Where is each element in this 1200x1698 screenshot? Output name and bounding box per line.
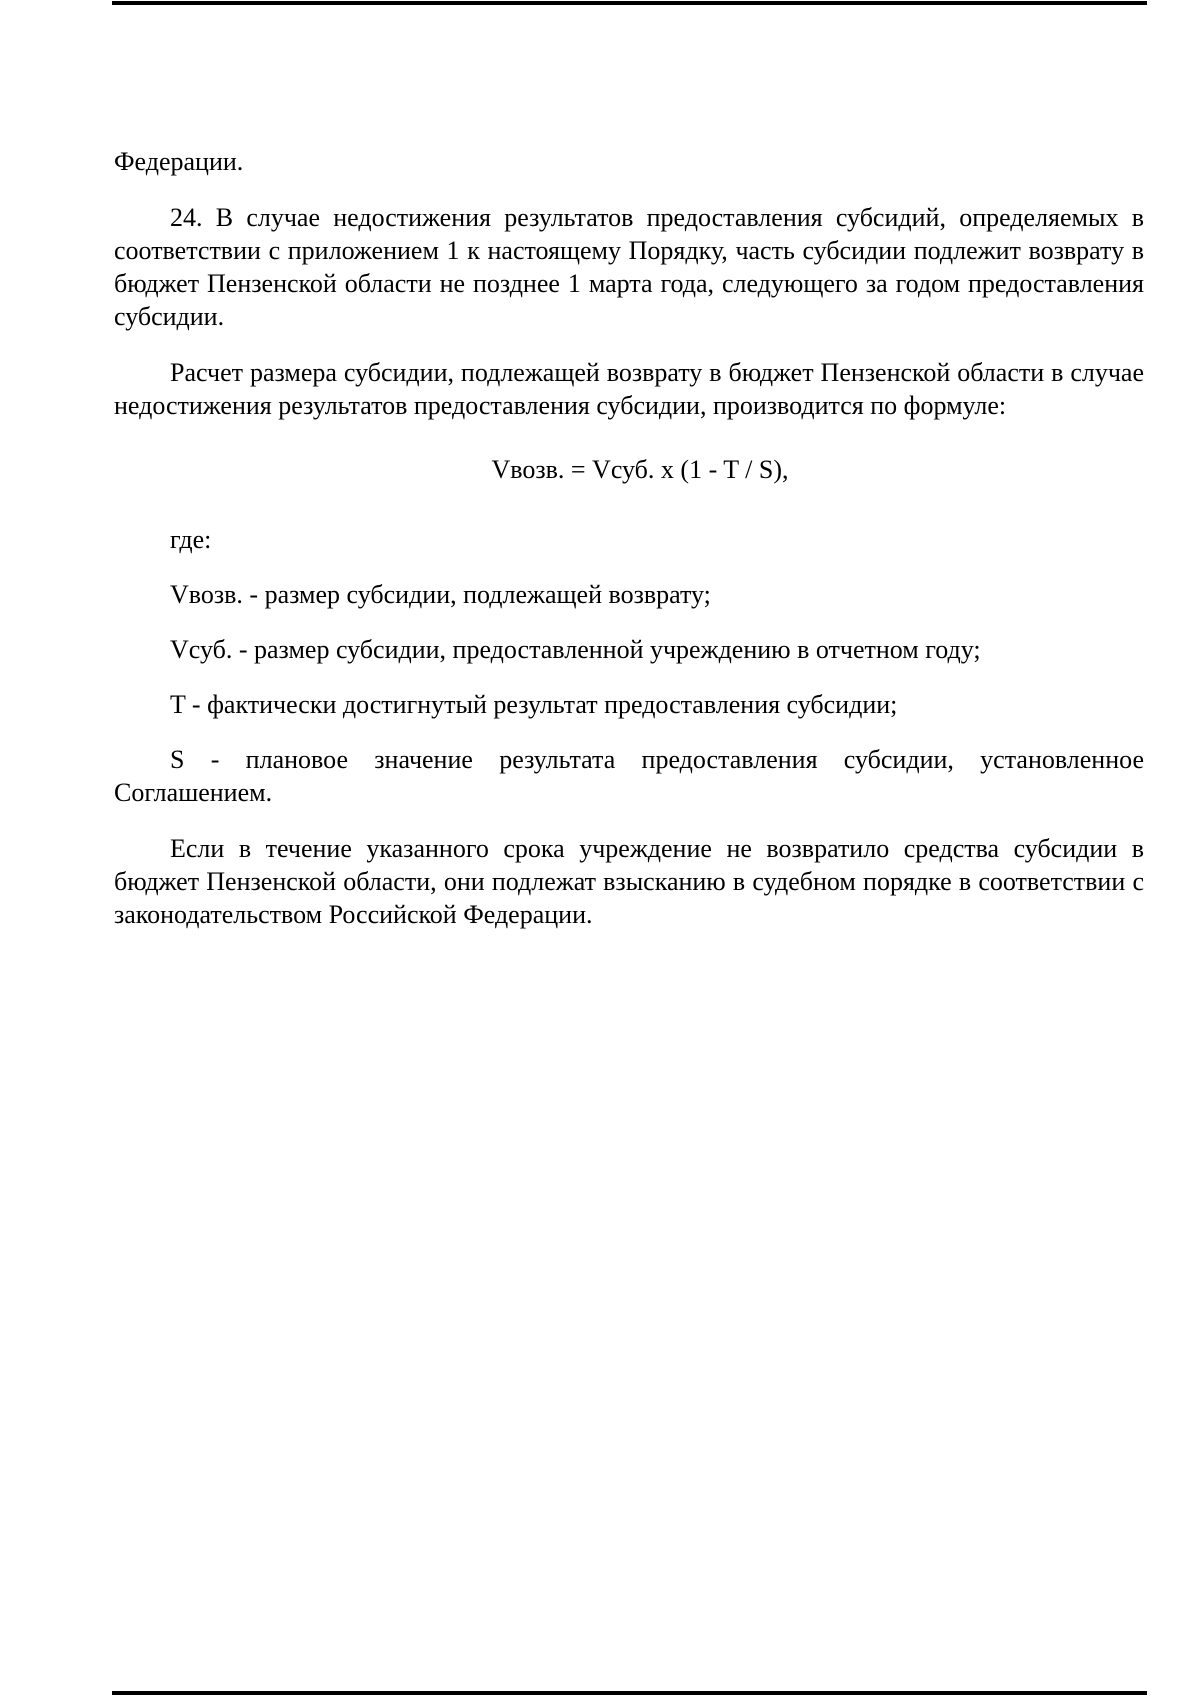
final-paragraph: Если в течение указанного срока учреждение не возвратило средства субсидии в бюджет Пензенской области, они подлежат взысканию в судебном порядке в соответствии с законодательством Российской Федерации. — [114, 834, 1144, 929]
definition-v-subsidy: Vсуб. - размер субсидии, предоставленной учреждению в отчетном году; — [170, 635, 981, 664]
paragraph-24: 24. В случае недостижения результатов предоставления субсидий, определяемых в соответствии с приложением 1 к настоящему Порядку, часть субсидии подлежит возврату в бюджет Пензенской области не позднее 1 марта года, следующего за годом предоставления субсидии. — [114, 203, 1144, 331]
definition-t: T - фактически достигнутый результат предоставления субсидии; — [170, 690, 898, 719]
document-body — [114, 145, 1144, 931]
bottom-rule — [112, 1691, 1147, 1695]
refund-formula: Vвозв. = Vсуб. x (1 - T / S), — [491, 455, 789, 484]
where-label: где: — [170, 525, 212, 554]
top-rule — [112, 1, 1147, 5]
calculation-intro: Расчет размера субсидии, подлежащей возврату в бюджет Пензенской области в случае недостижения результатов предоставления субсидии, производится по формуле: — [114, 358, 1144, 420]
definition-s: S - плановое значение результата предоставления субсидии, установленное Соглашением. — [114, 745, 1144, 807]
definition-v-refund: Vвозв. - размер субсидии, подлежащей возврату; — [170, 580, 711, 609]
continuation-text: Федерации. — [114, 147, 244, 176]
